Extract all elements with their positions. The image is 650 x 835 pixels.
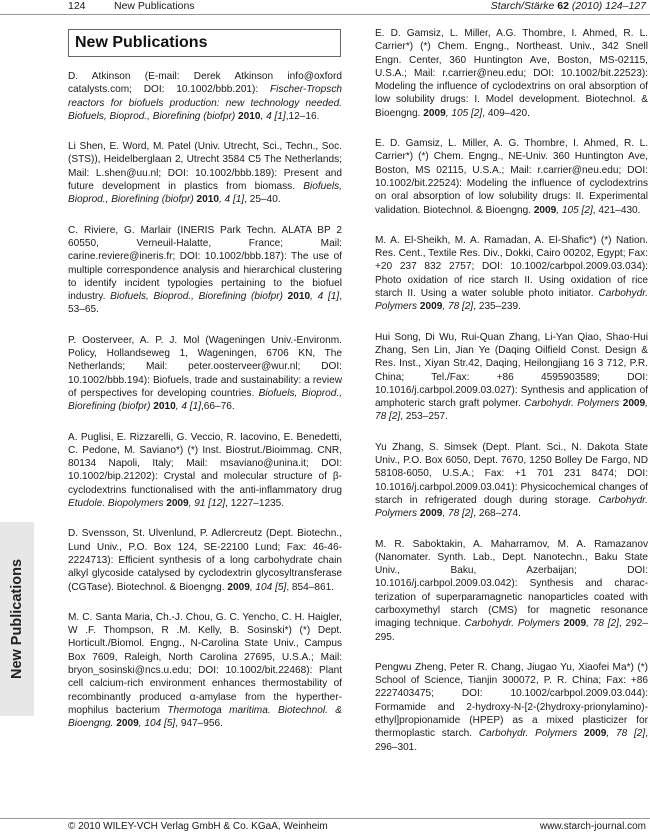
entry-journal: Biofuels, Bioprod., Biorefining (biofpr) bbox=[68, 181, 342, 206]
section-name: New Publications bbox=[114, 0, 195, 12]
entry-journal: Carbohydr. Polymers bbox=[460, 618, 564, 630]
entry-issue: , 78 [2] bbox=[606, 728, 646, 740]
entry-issue: , 78 [2] bbox=[586, 618, 619, 630]
entry-pages: ,66–76. bbox=[201, 401, 235, 413]
copyright: © 2010 WILEY-VCH Verlag GmbH & Co. KGaA, Weinheim bbox=[68, 821, 328, 832]
entry-issue: , 104 [5] bbox=[138, 718, 176, 730]
entry-year: 2009 bbox=[563, 618, 587, 630]
entry-issue: , 91 [12] bbox=[188, 498, 226, 510]
entry-text: Hui Song, Di Wu, Rui-Quan Zhang, Li-Yan Qiao, Shao-Hui Zhang, Sen Lin, Jian Ye (Daqing Oilfield Const. Design & Res. Inst., Xiyan Str.42, Daqing, Heilongjiang 16 3 712, P.R. China; Tel./Fax: +86 4595903589; DOI: 10.1016/j.carbpol.2009.03.027): Synthesis and application of amphoteric starch graft polymer. bbox=[375, 331, 648, 410]
entry-issue: , 104 [5] bbox=[249, 581, 287, 593]
entry-year: 2009 bbox=[419, 508, 443, 520]
page-number: 124 bbox=[68, 0, 86, 12]
entry-text: A. Puglisi, E. Rizzarelli, G. Veccio, R. Iacovino, E. Benedetti, C. Pedone, M. Saviano*) (*) Inst. Biostrut./Bioimmag. CNR, 80134 Napoli, Italy; Mail: msaviano@unina.it; DOI: 10.1002/bip.21202): Crystal and molecular structure of β-cyclodextrins functionalised with the anti-inflammatory drug bbox=[68, 431, 342, 496]
publication-entry bbox=[68, 224, 342, 317]
entry-text: M. R. Saboktakin, A. Maharramov, M. A. Ramazanov (Nanomater. Synth. Lab., Dept. Nanotechn., Baku State Univ., Baku, Azerbaijan; DOI: 10.1016/j.carbpol.2009.03.042): Synthesis and charac-terization of superparamagnetic nanoparticles coated with carboxymethyl starch (CMS) for magnetic resonance imaging technique. bbox=[375, 538, 648, 630]
publication-entry bbox=[68, 611, 342, 731]
entry-year: 2009 bbox=[533, 204, 557, 216]
entry-title: Etudole. bbox=[68, 498, 106, 510]
journal-year-pages: (2010) 124–127 bbox=[571, 0, 646, 12]
entry-year: 2010 bbox=[153, 401, 176, 413]
section-title: New Publications bbox=[75, 34, 208, 51]
entry-pages: , 854–861. bbox=[286, 581, 335, 593]
journal-url[interactable]: www.starch-journal.com bbox=[539, 821, 646, 832]
publication-entry bbox=[375, 234, 648, 314]
entry-text: D. Atkinson (E-mail: Derek Atkinson info@oxford catalysts.com; DOI: 10.1002/bbb.201): bbox=[68, 71, 342, 96]
entry-pages: ,12–16. bbox=[285, 110, 320, 122]
entry-journal: Carbohydr. Polymers bbox=[375, 494, 648, 520]
publication-entry bbox=[375, 441, 648, 521]
entry-issue: , 4 [1] bbox=[175, 401, 201, 413]
entry-title: Thermotoga maritima. bbox=[160, 704, 271, 716]
entry-pages: , 53–65. bbox=[68, 291, 342, 316]
right-column bbox=[375, 27, 648, 771]
entry-year: 2009 bbox=[116, 718, 139, 730]
entry-issue: , 4 [1] bbox=[218, 194, 245, 206]
entry-journal: Carbohydr. Polymers bbox=[520, 398, 623, 410]
entry-text: M. C. Santa Maria, Ch.-J. Chou, G. C. Yencho, C. H. Haigler, W .F. Thompson, R .M. Kelly, B. Sosinski*) (*) Dept. Horticult./Biomol. Engng., N-Carolina State Univ., Campus Box 7609, Raleigh, North Carolina 27695, U.S.A.; Mail: bryon_sosinski@ncs.u.edu; DOI: 10.1002/bit.22468): Plant cell calcium-rich environment enhances thermostability of recombinantly produced α-amylase from the hyperther-mophilus bacterium bbox=[68, 611, 342, 716]
entry-year: 2010 bbox=[287, 291, 311, 303]
entry-pages: , 268–274. bbox=[473, 508, 521, 520]
entry-pages: , 296–301. bbox=[375, 728, 648, 753]
entry-text: Yu Zhang, S. Simsek (Dept. Plant. Sci., N. Dakota State Univ., P.O. Box 6050, Dept. 7670, 1250 Bolley De Fargo, ND 58108-6050, U.S.A.; Fax: +1 701 231 8474; DOI: 10.1016/j.carbpol.2009.03.041): Physicochemical changes of starch in refrigerated dough during storage. bbox=[375, 441, 648, 506]
publication-entry bbox=[68, 334, 342, 414]
entry-journal: Biotechnol. & Bioengng. bbox=[68, 704, 342, 730]
entry-issue: , 78 [2] bbox=[442, 301, 474, 313]
entry-issue: , 105 [2] bbox=[556, 204, 593, 216]
entry-issue: , 78 [2] bbox=[442, 508, 474, 520]
entry-pages: , 409–420. bbox=[482, 107, 530, 119]
entry-text: E. D. Gamsiz, L. Miller, A.G. Thombre, I. Ahmed, R. L. Carrier*) (*) Chem. Engng., Northeast. Univ., 342 Snell Engn. Center, 360 Huntington Ave, Boston, MS-02115, U.S.A.; Mail: r.carrier@neu.edu; DOI: 10.1002/bit.22523): Modeling the influence of cyclodextrins on oral absorption of low solubility drugs: I. Model development. Biotechnol. & Bioengng. bbox=[375, 28, 648, 119]
entry-journal: Biopolymers bbox=[105, 498, 167, 510]
entry-journal: Carbohydr. Polymers bbox=[375, 288, 648, 313]
entry-issue: , 105 [2] bbox=[445, 107, 483, 119]
entry-text: D. Svensson, St. Ulvenlund, P. Adlercreutz (Dept. Biotechn., Lund Univ., P.O. Box 124, SE-22100 Lund; Fax: 46-46-2224713): Efficient synthesis of a long carbohydrate chain alkyl glycoside catalysed by cyclodextrin glycosyltransferase (CGTase). Biotechnol. & Bioengng. bbox=[68, 528, 342, 593]
publication-entry bbox=[375, 661, 648, 754]
side-tab bbox=[0, 522, 34, 716]
entry-title: Fischer-Tropsch reactors for biofuels production: new technology needed. bbox=[68, 84, 342, 109]
entry-pages: , 947–956. bbox=[175, 718, 223, 730]
entry-text: Li Shen, E. Word, M. Patel (Univ. Utrecht, Sci., Techn., Soc. (STS)), Heidelberglaan 2, Utrecht 3584 C5 The Netherlands; Mail: L.shen@uu.nl; DOI: 10.1002/bbb.189): Present and future development in plastics from biomass. bbox=[68, 141, 342, 193]
entry-year: 2009 bbox=[423, 107, 446, 119]
entry-year: 2009 bbox=[622, 398, 646, 410]
journal-name: Starch/Stärke bbox=[490, 0, 555, 12]
page-header bbox=[0, 0, 650, 15]
entry-pages: , 292–295. bbox=[375, 618, 648, 643]
entry-pages: , 253–257. bbox=[400, 411, 448, 423]
publication-entry bbox=[375, 331, 648, 424]
entry-pages: , 25–40. bbox=[244, 194, 281, 206]
publication-entry bbox=[68, 527, 342, 593]
entry-text: M. A. El-Sheikh, M. A. Ramadan, A. El-Shafic*) (*) Nation. Res. Cent., Textile Res. Div., Dokki, Cairo 00202, Egypt; Fax: +20 237 832 2757; DOI: 10.1002/carbpol.2009.03.034): Photo oxidation of rice starch II. Using oxidation of rice starch II. Using a water soluble photo initiator. bbox=[375, 234, 648, 300]
entry-year: 2009 bbox=[419, 301, 443, 313]
entry-text: C. Riviere, G. Marlair (INERIS Park Techn. ALATA BP 2 60550, Verneuil-Halatte, France; Mail: carine.reviere@ineris.fr; DOI: 10.1002/bbb.187): The use of multiple correspondence analysis and hierarchical clustering to identify incident typologies pertaining to the biofuel industry. bbox=[68, 224, 342, 303]
entry-issue: , 4 [1] bbox=[310, 291, 340, 303]
entry-year: 2009 bbox=[166, 498, 189, 510]
publication-entry bbox=[375, 137, 648, 217]
publication-entry bbox=[375, 538, 648, 644]
entry-year: 2010 bbox=[238, 110, 261, 122]
entry-pages: , 1227–1235. bbox=[225, 498, 285, 510]
entry-year: 2010 bbox=[196, 194, 219, 206]
page-footer bbox=[0, 818, 650, 835]
left-column bbox=[68, 70, 342, 747]
entry-year: 2009 bbox=[583, 728, 607, 740]
entry-pages: , 421–430. bbox=[592, 204, 641, 216]
entry-journal: Biofuels, Bioprod., Biorefining (biofpr) bbox=[68, 387, 342, 413]
entry-text: E. D. Gamsiz, L. Miller, A. G. Thombre, I. Ahmed, R. L. Carrier*) (*) Chem. Engng., NE-Univ. 360 Huntington Ave, Boston, MS 02115, U.S.A.; Mail: r.carrier@neu.edu; DOI: 10.1002/bit.22524): Modeling the influence of cyclodextrins on oral absorption of low solubility drugs: II. Experimental validation. Biotechnol. & Bioengng. bbox=[375, 138, 648, 216]
entry-text: P. Oosterveer, A. P. J. Mol (Wageningen Univ.-Environm. Policy, Hollandseweg 1, Wageningen, 6706 KN, The Netherlands; Mail: peter.oosterveer@wur.nl; DOI: 10.1002/bbb.194): Biofuels, trade and sustainability: a review of perspectives for developing countries. bbox=[68, 334, 342, 399]
section-title-box bbox=[68, 29, 341, 57]
publication-entry bbox=[68, 431, 342, 511]
publication-entry bbox=[375, 27, 648, 120]
entry-year: 2009 bbox=[227, 581, 250, 593]
publication-entry bbox=[68, 70, 342, 123]
entry-journal: Biofuels, Bioprod., Biorefining (biofpr) bbox=[105, 291, 288, 303]
entry-issue: , 78 [2] bbox=[375, 398, 648, 423]
entry-pages: , 235–239. bbox=[473, 301, 521, 313]
entry-text: Pengwu Zheng, Peter R. Chang, Jiugao Yu, Xiaofei Ma*) (*) School of Science, Tianjin 300072, P. R. China; Fax: +86 2227403475; DOI: 10.1002/carbpol.2009.03.044): Formamide and 2-hydroxy-N-[2-(2hydroxy-prionylamino)-ethyl]propionamide (HPEP) as a mixed plasticizer for thermoplastic starch. bbox=[375, 661, 648, 740]
journal-citation bbox=[491, 0, 646, 12]
side-tab-label: New Publications bbox=[9, 558, 25, 680]
entry-issue: , 4 [1] bbox=[260, 110, 286, 122]
journal-volume: 62 bbox=[557, 0, 569, 12]
publication-entry bbox=[68, 140, 342, 206]
entry-journal: Biofuels, Bioprod., Biorefining (biofpr) bbox=[68, 110, 238, 122]
entry-journal: Carbohydr. Polymers bbox=[472, 728, 584, 740]
